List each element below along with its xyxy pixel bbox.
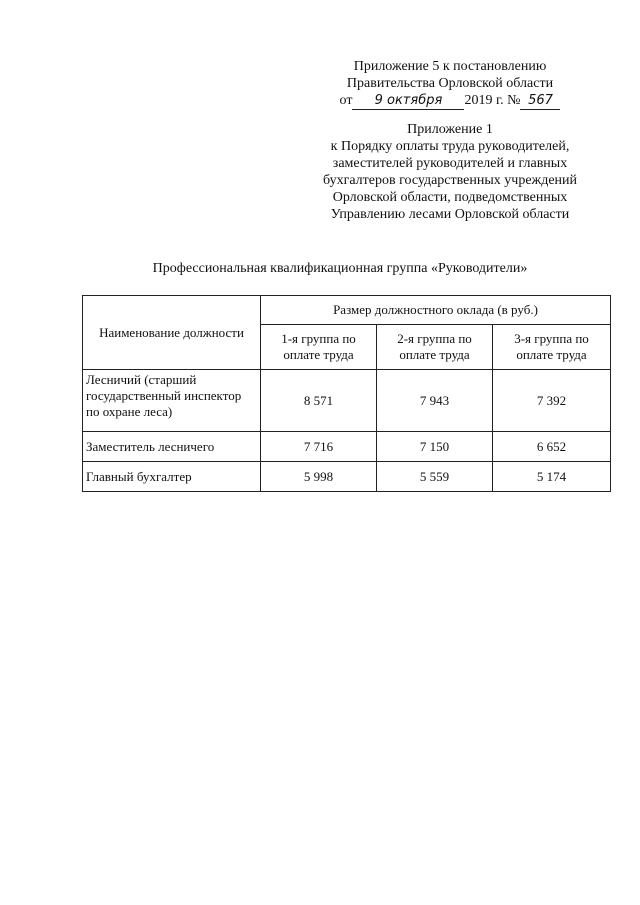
header-line-2: Правительства Орловской области <box>346 76 554 91</box>
group-title: Профессиональная квалификационная группа «Руководители» <box>152 261 528 276</box>
salary-value: 7 943 <box>377 370 493 432</box>
salary-value: 7 150 <box>377 432 493 462</box>
salary-table <box>82 295 611 492</box>
header-line-1: Приложение 5 к постановлению <box>353 59 547 74</box>
header-date-line <box>300 92 600 110</box>
group-header-2: 2-я группа по оплате труда <box>377 325 493 370</box>
date-prefix: от <box>339 93 353 108</box>
position-name: Заместитель лесничего <box>83 432 261 462</box>
handwritten-number: 567 <box>528 93 553 108</box>
salary-value: 6 652 <box>493 432 611 462</box>
annex-line-1: Приложение 1 <box>407 122 493 137</box>
salary-value: 7 716 <box>261 432 377 462</box>
document-header <box>300 58 600 223</box>
group-header-1: 1-я группа по оплате труда <box>261 325 377 370</box>
annex-line-2: к Порядку оплаты труда руководителей, <box>330 139 570 154</box>
annex-line-5: Орловской области, подведомственных <box>332 190 568 205</box>
salary-value: 5 998 <box>261 462 377 492</box>
salary-value: 5 174 <box>493 462 611 492</box>
salary-value: 8 571 <box>261 370 377 432</box>
annex-line-6: Управлению лесами Орловской области <box>330 207 570 222</box>
salary-value: 5 559 <box>377 462 493 492</box>
group-header-3: 3-я группа по оплате труда <box>493 325 611 370</box>
salary-value: 7 392 <box>493 370 611 432</box>
salary-header: Размер должностного оклада (в руб.) <box>261 296 611 325</box>
handwritten-date: 9 октября <box>374 93 443 108</box>
position-name: Лесничий (старший государственный инспектор по охране леса) <box>83 370 261 432</box>
annex-line-3: заместителей руководителей и главных <box>332 156 568 171</box>
position-header: Наименование должности <box>83 296 261 370</box>
position-name: Главный бухгалтер <box>83 462 261 492</box>
date-suffix: 2019 г. № <box>464 93 521 108</box>
annex-line-4: бухгалтеров государственных учреждений <box>322 173 578 188</box>
table-row <box>83 432 611 462</box>
table-row <box>83 370 611 432</box>
table-row <box>83 462 611 492</box>
